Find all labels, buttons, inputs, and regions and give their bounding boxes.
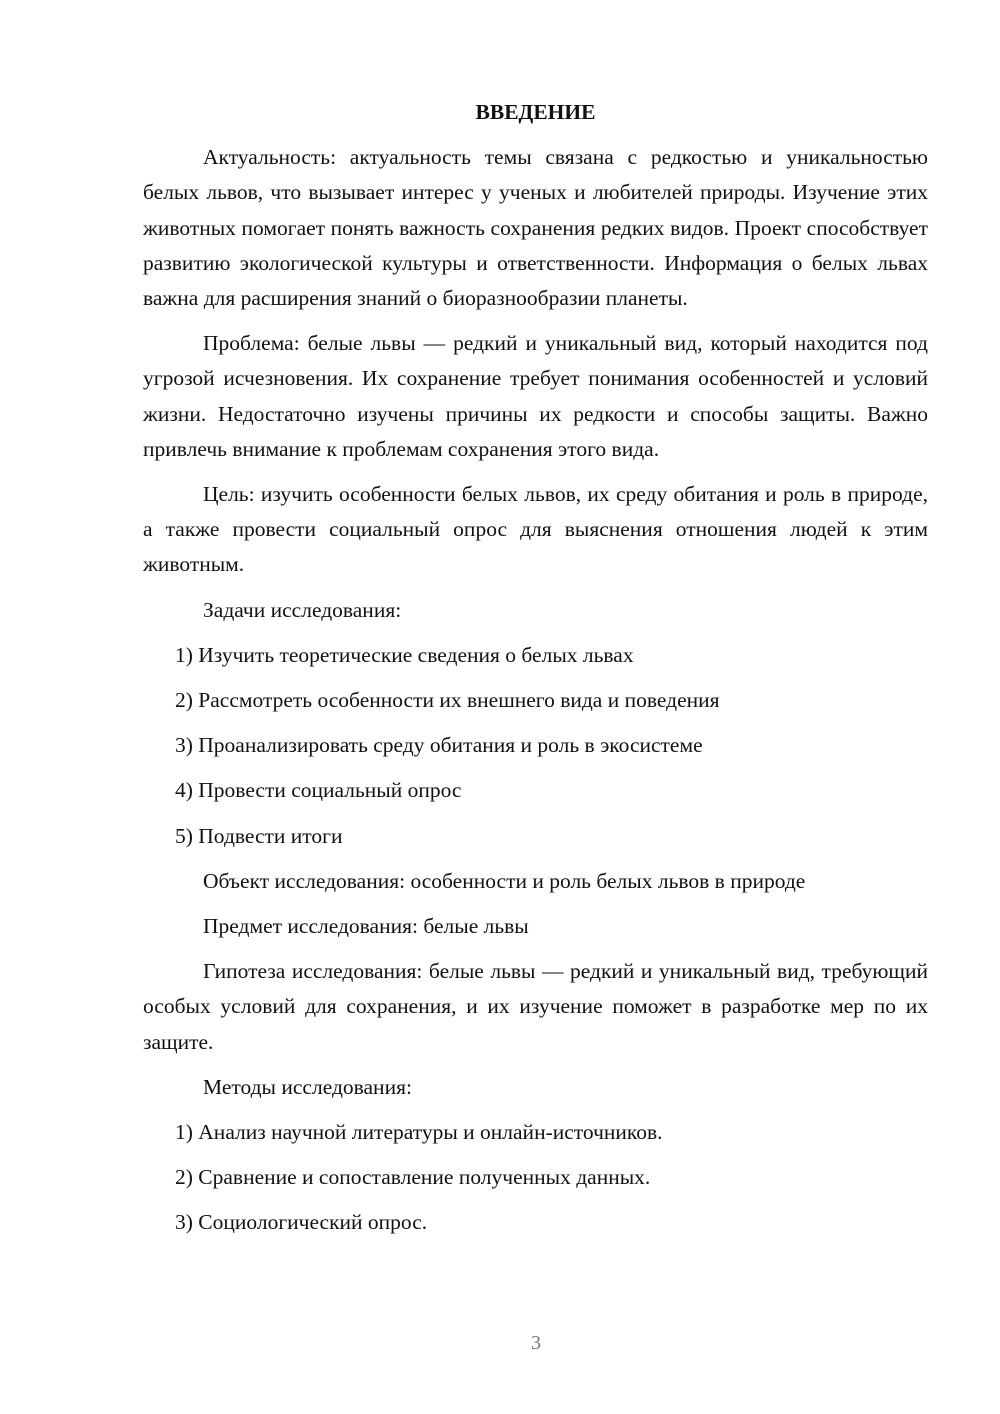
section-title: ВВЕДЕНИЕ [475,100,596,124]
tasks-list [143,638,928,854]
goal-paragraph: Цель: изучить особенности белых львов, их среду обитания и роль в природе, а также провести социальный опрос для выяснения отношения людей к этим животным. [143,482,928,577]
methods-heading: Методы исследования: [203,1074,412,1099]
methods-list [143,1115,928,1241]
list-item: 4) Провести социальный опрос [175,778,462,803]
list-item: 3) Проанализировать среду обитания и роль в экосистеме [175,733,703,758]
hypothesis-paragraph: Гипотеза исследования: белые львы — редкий и уникальный вид, требующий особых условий для сохранения, и их изучение поможет в разработке мер по их защите. [143,959,928,1054]
problem-paragraph: Проблема: белые львы — редкий и уникальный вид, который находится под угрозой исчезновения. Их сохранение требует понимания особенностей и условий жизни. Недостаточно изучены причины их редкости и способы защиты. Важно привлечь внимание к проблемам сохранения этого вида. [143,331,928,461]
document-page [143,95,928,1251]
tasks-heading: Задачи исследования: [203,597,402,622]
object-line: Объект исследования: особенности и роль белых львов в природе [203,868,806,893]
relevance-paragraph: Актуальность: актуальность темы связана с редкостью и уникальностью белых львов, что вызывает интерес у ученых и любителей природы. Изучение этих животных помогает понять важность сохранения редких видов. Проект способствует развитию экологической культуры и ответственности. Информация о белых львах важна для расширения знаний о биоразнообразии планеты. [143,145,928,311]
page-number: 3 [531,1332,541,1354]
list-item: 1) Изучить теоретические сведения о белых львах [175,642,634,667]
list-item: 1) Анализ научной литературы и онлайн-источников. [175,1120,663,1145]
list-item: 2) Сравнение и сопоставление полученных данных. [175,1165,651,1190]
list-item: 2) Рассмотреть особенности их внешнего вида и поведения [175,688,720,713]
subject-line: Предмет исследования: белые львы [203,914,529,939]
list-item: 3) Социологический опрос. [175,1210,428,1235]
list-item: 5) Подвести итоги [175,823,343,848]
